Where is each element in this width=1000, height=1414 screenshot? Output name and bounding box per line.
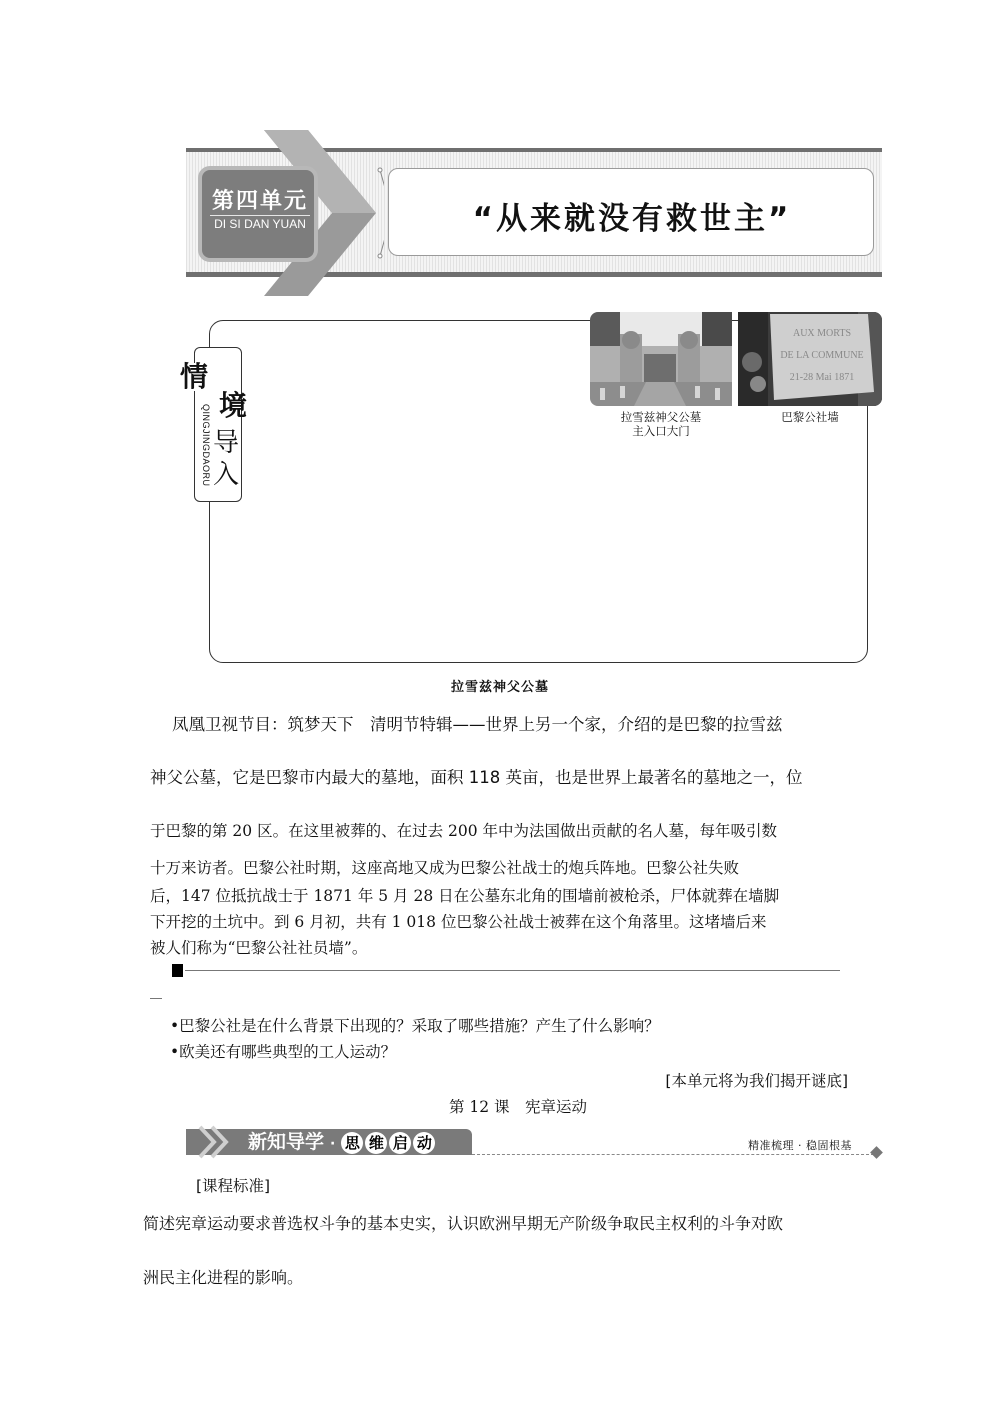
section-title-dot: · [330,1136,336,1152]
body-line-6: 下开挖的土坑中。到 6 月初，共有 1 018 位巴黎公社战士被葬在这个角落里。这堵墙后来 [150,913,767,931]
lesson-title: 第 12 课 宪章运动 [448,1098,588,1116]
diamond-icon [870,1146,883,1159]
cemetery-gate-photo [590,312,732,406]
plaque-line-1: AUX MORTS [792,328,852,339]
tag-char-3: 导 [213,428,240,458]
section-title [248,1129,437,1157]
plaque-line-3: 21-28 Mai 1871 [789,372,855,383]
unit-label-divider [210,215,310,216]
circled-char: 动 [413,1132,435,1154]
double-chevron-icon [196,1125,236,1159]
unit-label: 第四单元 [211,189,308,214]
section-title-main: 新知导学 [248,1131,325,1153]
bullet-square-icon [172,964,183,977]
photo-caption-commune-wall [738,410,882,424]
body-line-3: 于巴黎的第 20 区。在这里被葬的、在过去 200 年中为法国做出贡献的名人墓，每年吸引数 [150,822,778,840]
commune-wall-plaque-photo [738,312,882,406]
caption-line: 拉雪兹神父公墓 [620,410,702,424]
frame-caption: 拉雪兹神父公墓 [450,680,549,695]
divider-line [185,970,840,971]
circled-char: 启 [389,1132,411,1154]
circled-char: 思 [341,1132,363,1154]
question-2: •欧美还有哪些典型的工人运动？ [170,1043,397,1061]
unit-pinyin: DI SI DAN YUAN [214,217,306,231]
body-line-4: 十万来访者。巴黎公社时期，这座高地又成为巴黎公社战士的炮兵阵地。巴黎公社失败 [150,859,740,877]
curriculum-line-1: 简述宪章运动要求普选权斗争的基本史实，认识欧洲早期无产阶级争取民主权利的斗争对欧 [143,1214,784,1233]
reveal-note: [本单元将为我们揭开谜底] [665,1072,848,1090]
photo-caption-cemetery-gate [590,410,732,438]
tag-char-2: 境 [219,389,248,422]
caption-line: 巴黎公社墙 [781,410,839,424]
curriculum-line-2: 洲民主化进程的影响。 [143,1268,304,1287]
caption-line: 主入口大门 [632,424,690,438]
tag-pinyin: QINGJINGDAORU [201,404,211,487]
plaque-line-2: DE LA COMMUNE [780,350,864,361]
unit-banner [186,148,882,278]
tag-char-4: 入 [213,460,240,490]
unit-title: “从来就没有救世主” [472,201,792,237]
curriculum-heading: [课程标准] [196,1177,271,1195]
body-line-2: 神父公墓，它是巴黎市内最大的墓地，面积 118 英亩，也是世界上最著名的墓地之一，位 [150,768,803,787]
body-line-1: 凤凰卫视节目：筑梦天下 清明节特辑——世界上另一个家，介绍的是巴黎的拉雪兹 [172,715,783,734]
section-subtitle: 精准梳理 · 稳固根基 [748,1139,852,1152]
body-line-7: 被人们称为“巴黎公社社员墙”。 [150,939,368,957]
unit-title-box [388,168,874,256]
divider-tail [150,998,162,999]
section-dashed-line [472,1154,874,1155]
tag-char-1: 情 [180,360,209,393]
question-1: •巴黎公社是在什么背景下出现的？采取了哪些措施？产生了什么影响？ [170,1017,660,1035]
circled-char: 维 [365,1132,387,1154]
body-line-5: 后，147 位抵抗战士于 1871 年 5 月 28 日在公墓东北角的围墙前被枪杀，尸体就葬在墙脚 [150,887,780,905]
